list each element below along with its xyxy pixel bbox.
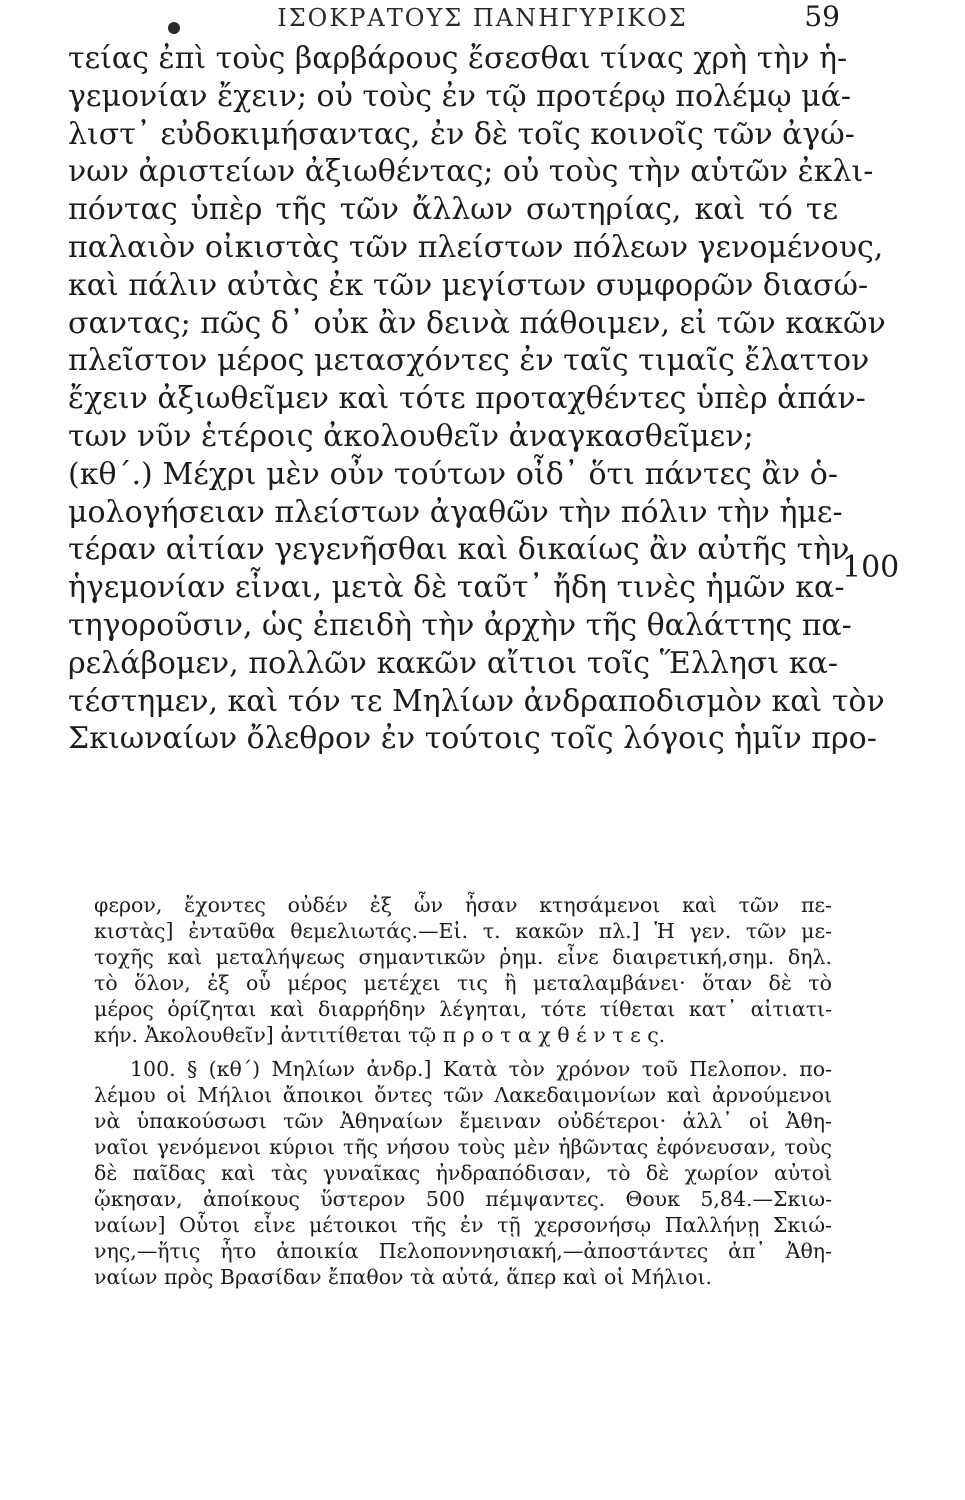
text-line: ἔχειν ἀξιωθεῖμεν καὶ τότε προταχθέντες ὑπὲρ ἁπάν- (68, 381, 866, 417)
running-title: ΙΣΟΚΡΑΤΟΥΣ ΠΑΝΗΓΥΡΙΚΟΣ (277, 4, 688, 32)
text-line: σαντας; πῶς δ᾿ οὐκ ἂν δεινὰ πάθοιμεν, εἰ τῶν κακῶν (68, 305, 886, 341)
text-line: (κθ΄.) Μέχρι μὲν οὖν τούτων οἶδ᾿ ὅτι πάντες ἂν ὁ- (68, 456, 838, 492)
note-line: ναίων πρὸς Βρασίδαν ἔπαθον τὰ αὐτά, ἅπερ καὶ οἱ Μήλιοι. (94, 1265, 713, 1289)
note-line: δὲ παῖδας καὶ τὰς γυναῖκας ἠνδραπόδισαν, τὸ δὲ χωρίον αὐτοὶ (94, 1161, 832, 1185)
note-line: λέμου οἱ Μήλιοι ἄποικοι ὄντες τῶν Λακεδαιμονίων καὶ ἀρνούμενοι (94, 1083, 832, 1107)
note-line: νης,—ἥτις ἦτο ἀποικία Πελοποννησιακή,—ἀποστάντες ἀπ᾿ Ἀθη- (94, 1239, 832, 1263)
note-line: κήν. Ἀκολουθεῖν] ἀντιτίθεται τῷ π ρ ο τ α χ θ έ ν τ ε ς. (94, 1023, 666, 1047)
text-line: ρελάβομεν, πολλῶν κακῶν αἴτιοι τοῖς Ἕλλησι κα- (68, 645, 838, 681)
note-line: ναίων] Οὗτοι εἶνε μέτοικοι τῆς ἐν τῇ χερσονήσῳ Παλλήνῃ Σκιώ- (94, 1213, 832, 1237)
note-line: φερον, ἔχοντες οὐδέν ἐξ ὧν ἦσαν κτησάμενοι καὶ τῶν πε- (94, 893, 832, 917)
text-line: νων ἀριστείων ἀξιωθέντας; οὐ τοὺς τὴν αὑτῶν ἐκλι- (68, 154, 874, 190)
note-line: τοχῆς καὶ μεταλήψεως σημαντικῶν ῥημ. εἶνε διαιρετική,σημ. δηλ. (94, 945, 832, 969)
text-line: πόντας ὑπὲρ τῆς τῶν ἄλλων σωτηρίας, καὶ τό τε (68, 192, 838, 228)
text-line: τηγοροῦσιν, ὡς ἐπειδὴ τὴν ἀρχὴν τῆς θαλάττης πα- (68, 607, 852, 643)
text-line: τέραν αἰτίαν γεγενῆσθαι καὶ δικαίως ἂν αὐτῆς τὴν (68, 532, 850, 568)
note-line: τὸ ὅλον, ἐξ οὗ μέρος μετέχει τις ἢ μεταλαμβάνει· ὅταν δὲ τὸ (94, 971, 832, 995)
text-line: πλεῖστον μέρος μετασχόντες ἐν ταῖς τιμαῖς ἔλαττον (68, 343, 870, 379)
page-number: 59 (804, 0, 840, 33)
text-line: καὶ πάλιν αὐτὰς ἐκ τῶν μεγίστων συμφορῶν διασώ- (68, 267, 869, 303)
note-line: κιστὰς] ἐνταῦθα θεμελιωτάς.—Εἰ. τ. κακῶν πλ.] Ἡ γεν. τῶν με- (94, 919, 832, 943)
text-line: μολογήσειαν πλείστων ἀγαθῶν τὴν πόλιν τὴν ἡμε- (68, 494, 843, 530)
text-line: λιστ᾿ εὐδοκιμήσαντας, ἐν δὲ τοῖς κοινοῖς τῶν ἀγώ- (68, 116, 855, 152)
text-line: Σκιωναίων ὄλεθρον ἐν τούτοις τοῖς λόγοις ἡμῖν προ- (68, 721, 877, 757)
text-line: γεμονίαν ἔχειν; οὐ τοὺς ἐν τῷ προτέρῳ πολέμῳ μά- (68, 78, 851, 114)
text-line: τέστημεν, καὶ τόν τε Μηλίων ἀνδραποδισμὸν καὶ τὸν (68, 683, 885, 719)
section-number: 100 (842, 550, 900, 585)
note-line: νὰ ὑπακούσωσι τῶν Ἀθηναίων ἔμειναν οὐδέτεροι· ἀλλ᾿ οἱ Ἀθη- (94, 1109, 832, 1133)
text-line: των νῦν ἑτέροις ἀκολουθεῖν ἀναγκασθεῖμεν; (68, 418, 754, 454)
text-line: τείας ἐπὶ τοὺς βαρβάρους ἔσεσθαι τίνας χρὴ τὴν ἡ- (68, 41, 848, 76)
note-line: 100. § (κθ΄) Μηλίων ἀνδρ.] Κατὰ τὸν χρόνον τοῦ Πελοπον. πο- (130, 1057, 832, 1081)
text-line: ἡγεμονίαν εἶναι, μετὰ δὲ ταῦτ᾿ ἤδη τινὲς ἡμῶν κα- (68, 570, 845, 606)
text-line: παλαιὸν οἰκιστὰς τῶν πλείστων πόλεων γενομένους, (68, 229, 884, 265)
note-line: ναῖοι γενόμενοι κύριοι τῆς νήσου τοὺς μὲν ἡβῶντας ἐφόνευσαν, τοὺς (94, 1135, 832, 1159)
footnotes (94, 892, 832, 1290)
note-line: μέρος ὁρίζηται καὶ διαρρήδην λέγηται, τότε τίθεται κατ᾿ αἰτιατι- (94, 997, 832, 1021)
note-line: ᾤκησαν, ἀποίκους ὕστερον 500 πέμψαντες. Θουκ 5,84.—Σκιω- (94, 1187, 832, 1211)
